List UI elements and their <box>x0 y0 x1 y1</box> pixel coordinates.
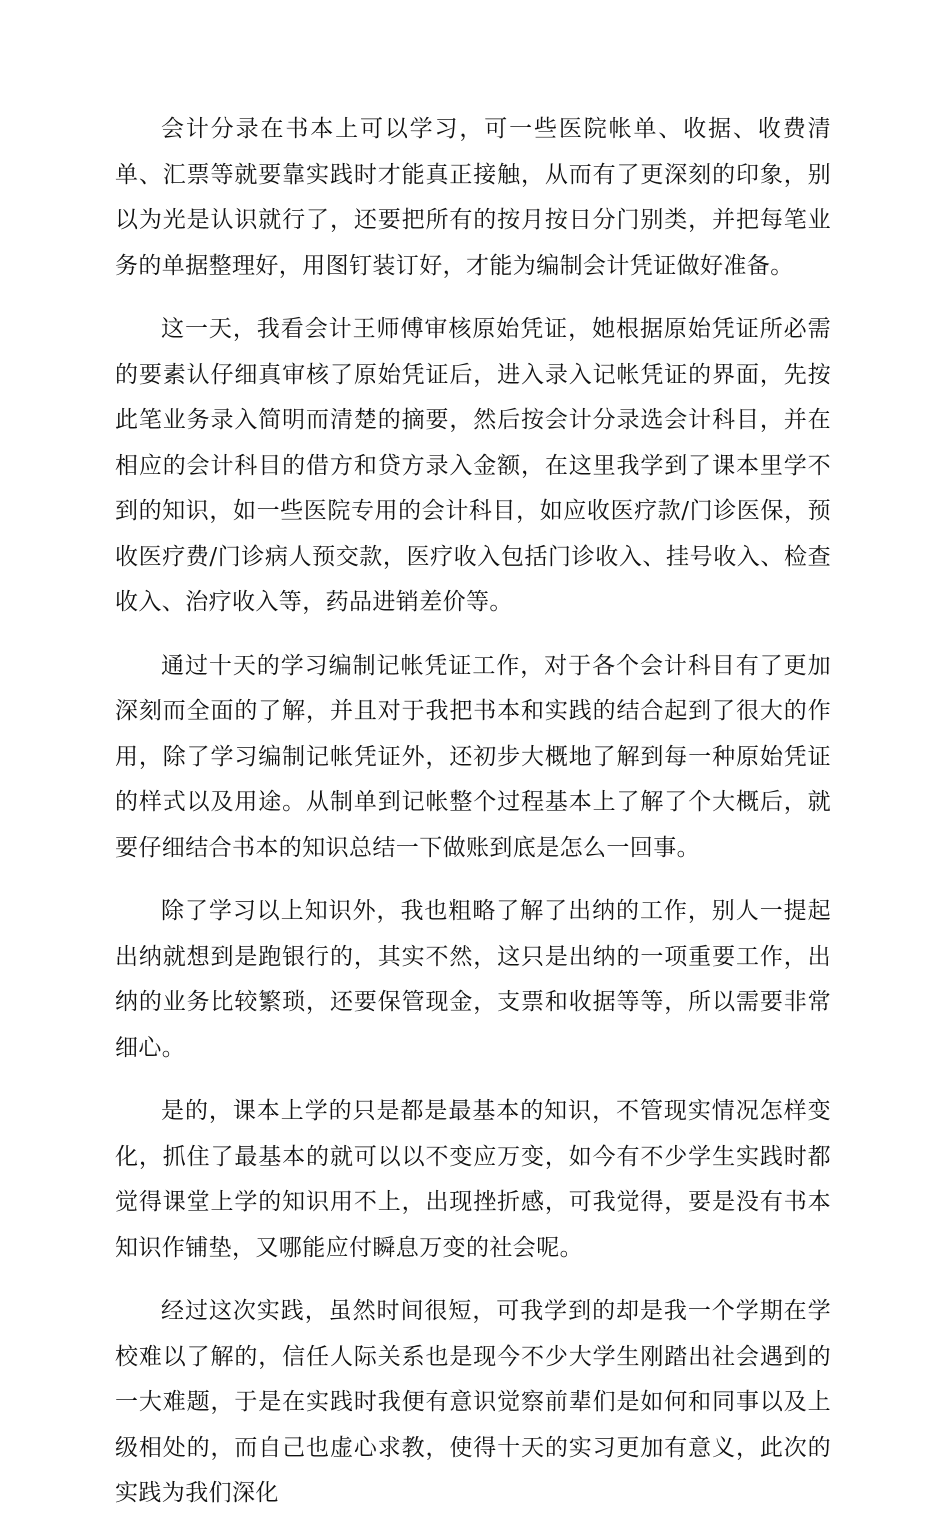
paragraph-1: 会计分录在书本上可以学习，可一些医院帐单、收据、收费清单、汇票等就要靠实践时才能真正接触，从而有了更深刻的印象，别以为光是认识就行了，还要把所有的按月按日分门别类，并把每笔业务的单据整理好，用图钉装订好，才能为编制会计凭证做好准备。 <box>115 116 831 279</box>
paragraph-5: 是的，课本上学的只是都是最基本的知识，不管现实情况怎样变化，抓住了最基本的就可以以不变应万变，如今有不少学生实践时都觉得课堂上学的知识用不上，出现挫折感，可我觉得，要是没有书本知识作铺垫，又哪能应付瞬息万变的社会呢。 <box>115 1098 831 1261</box>
paragraph-6: 经过这次实践，虽然时间很短，可我学到的却是我一个学期在学校难以了解的，信任人际关系也是现今不少大学生刚踏出社会遇到的一大难题，于是在实践时我便有意识觉察前辈们是如何和同事以及上级相处的，而自己也虚心求教，使得十天的实习更加有意义，此次的实践为我们深化 <box>115 1298 831 1506</box>
paragraph-3: 通过十天的学习编制记帐凭证工作，对于各个会计科目有了更加深刻而全面的了解，并且对于我把书本和实践的结合起到了很大的作用，除了学习编制记帐凭证外，还初步大概地了解到每一种原始凭证的样式以及用途。从制单到记帐整个过程基本上了解了个大概后，就要仔细结合书本的知识总结一下做账到底是怎么一回事。 <box>115 652 831 861</box>
document-body <box>115 107 831 1535</box>
paragraph-4: 除了学习以上知识外，我也粗略了解了出纳的工作，别人一提起出纳就想到是跑银行的，其实不然，这只是出纳的一项重要工作，出纳的业务比较繁琐，还要保管现金，支票和收据等等，所以需要非常细心。 <box>115 898 831 1061</box>
paragraph-2: 这一天，我看会计王师傅审核原始凭证，她根据原始凭证所必需的要素认仔细真审核了原始凭证后，进入录入记帐凭证的界面，先按此笔业务录入简明而清楚的摘要，然后按会计分录选会计科目，并在相应的会计科目的借方和贷方录入金额，在这里我学到了课本里学不到的知识，如一些医院专用的会计科目，如应收医疗款/门诊医保，预收医疗费/门诊病人预交款，医疗收入包括门诊收入、挂号收入、检查收入、治疗收入等，药品进销差价等。 <box>115 316 831 615</box>
